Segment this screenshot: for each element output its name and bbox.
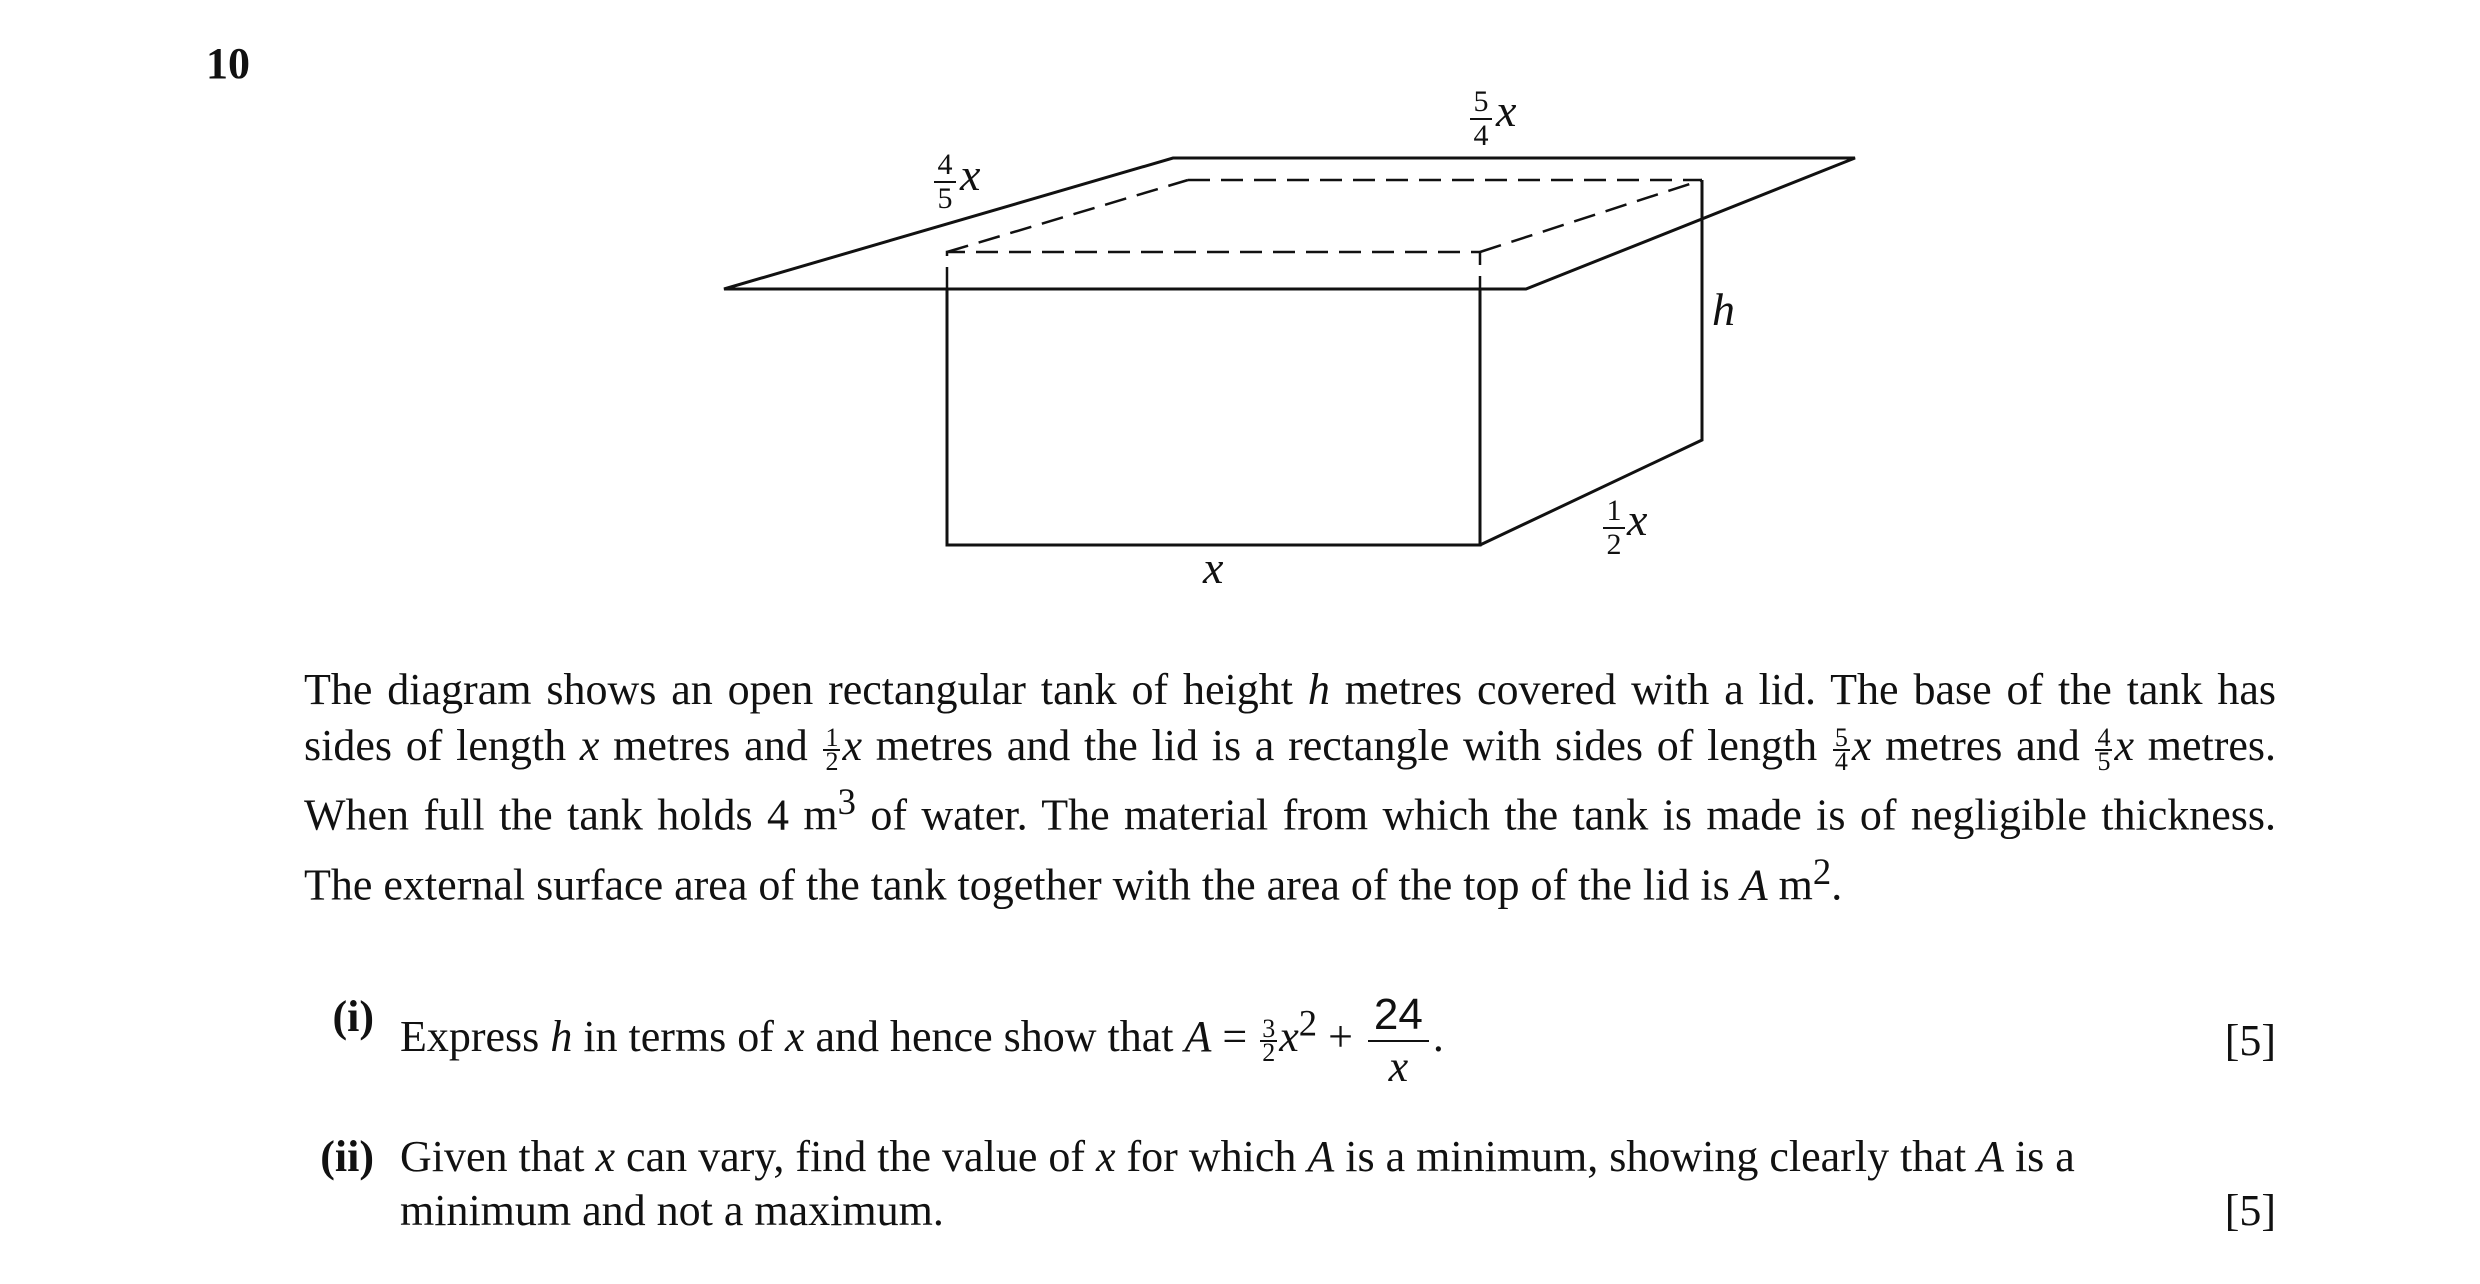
svg-text:4: 4 bbox=[937, 148, 953, 181]
tank-hidden-back-left bbox=[947, 180, 1188, 252]
svg-text:x: x bbox=[960, 149, 981, 200]
fraction-24-over-x: $\frac{24}{x}$ bbox=[1368, 990, 1429, 1092]
question-part-i bbox=[304, 990, 2276, 1092]
label-height: h bbox=[1712, 284, 1735, 335]
svg-text:4: 4 bbox=[1473, 119, 1489, 152]
fraction-three-halves: $\frac{3}{2}$ bbox=[1262, 1014, 1276, 1067]
question-number: 10 bbox=[206, 39, 250, 88]
question-paragraph: The diagram shows an open rectangular tank of height h metres covered with a lid. The base of the tank has sides of length x metres and $\frac{1}{2}$ x metres and the lid is a rectangle with sides of length $\frac{5}{4}$ x metres and $\frac{4}{5}$ x metres. When full the tank holds 4 $m^3$ of water. The material from which the tank is made is of negligible thickness. The external surface area of the tank together with the area of the top of the lid is A $m^2$. bbox=[304, 665, 2277, 910]
fraction-four-fifths: $\frac{4}{5}$ bbox=[2097, 722, 2111, 776]
label-base-length: x bbox=[1203, 542, 1224, 593]
svg-text:2: 2 bbox=[1606, 528, 1622, 561]
part-label: (i) bbox=[332, 992, 374, 1041]
svg-text:5: 5 bbox=[937, 182, 953, 215]
fraction-half: $\frac{1}{2}$ bbox=[825, 722, 839, 776]
tank-hidden-rim bbox=[947, 252, 1480, 289]
marks-badge: [5] bbox=[2224, 1186, 2276, 1235]
fraction-five-quarters: $\frac{5}{4}$ bbox=[1834, 722, 1848, 776]
label-lid-length bbox=[1470, 85, 1517, 152]
part-text: Given that x can vary, find the value of x for which A is a minimum, showing clearly that A is a minimum and not a maximum. bbox=[400, 1132, 2075, 1235]
tank-hidden-back-right bbox=[1480, 180, 1702, 252]
tank-right-side bbox=[1480, 180, 1702, 545]
question-part-ii bbox=[304, 1130, 2276, 1238]
tank-diagram bbox=[0, 0, 2480, 640]
part-label: (ii) bbox=[320, 1132, 374, 1181]
marks-badge: [5] bbox=[2224, 1016, 2276, 1065]
svg-text:x: x bbox=[1496, 85, 1517, 136]
svg-text:x: x bbox=[1627, 494, 1648, 545]
tank-front-face bbox=[947, 289, 1480, 545]
svg-text:1: 1 bbox=[1606, 494, 1622, 527]
svg-text:5: 5 bbox=[1473, 85, 1489, 118]
lid-outline bbox=[724, 158, 1855, 289]
label-lid-width bbox=[934, 148, 981, 215]
label-base-width bbox=[1603, 494, 1648, 561]
part-text: Express h in terms of x and hence show that A = $\frac{3}{2}$ $x^2$ + $\frac{24}{x}$ . bbox=[400, 990, 1444, 1091]
